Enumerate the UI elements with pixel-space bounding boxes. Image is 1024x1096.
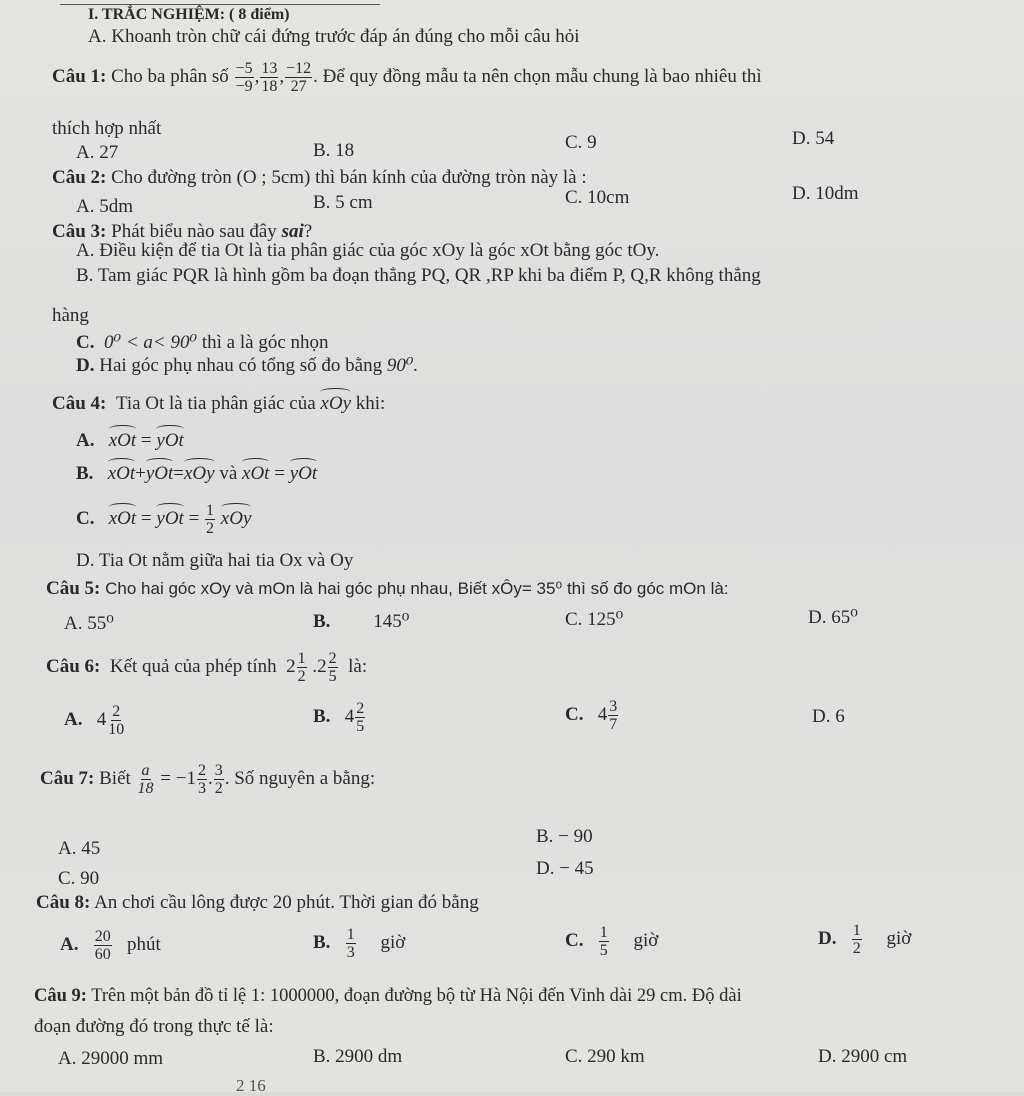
angle-symbol: xOy xyxy=(184,463,215,484)
q4-label: Câu 4: xyxy=(52,393,107,414)
fraction: $\frac{1}{2}$ xyxy=(206,502,215,537)
q2-label: Câu 2: xyxy=(52,167,107,188)
q8-label: Câu 8: xyxy=(36,892,91,913)
q3-label: Câu 3: xyxy=(52,221,107,242)
q9-option-a: A. 29000 mm xyxy=(58,1048,164,1069)
fraction: $\frac{13}{18}$ xyxy=(261,60,278,95)
cutoff-text: 2 16 xyxy=(236,1076,266,1095)
question-8 xyxy=(36,892,479,914)
q8-text: An chơi cầu lông được 20 phút. Thời gian đó bằng xyxy=(94,892,479,913)
fraction: $\frac{1}{2}$ xyxy=(297,650,306,685)
angle-symbol: xOt xyxy=(107,463,136,484)
q5-text: Cho hai góc xOy và mOn là hai góc phụ nhau, Biết xÔy= 35⁰ thì số đo góc mOn là: xyxy=(105,579,729,598)
fraction: $\frac{2}{3}$ xyxy=(197,762,206,797)
q6-label: Câu 6: xyxy=(46,655,101,677)
q1-text-c: thích hợp nhất xyxy=(52,118,162,139)
fraction: $\frac{a}{18}$ xyxy=(137,762,154,797)
q5-option-b: B. 145⁰ xyxy=(313,611,410,632)
q1-text: Cho ba phân số xyxy=(111,65,229,87)
q6-option-c: C. 4 $\frac{3}{7}$ xyxy=(565,698,618,733)
q3-option-d: D. Hai góc phụ nhau có tổng số đo bằng 90⁰. xyxy=(76,355,419,376)
q3-option-b: B. Tam giác PQR là hình gồm ba đoạn thẳng PQ, QR ,RP khi ba điểm P, Q,R không thẳng xyxy=(76,265,761,286)
fraction: $\frac{2}{5}$ xyxy=(328,650,337,685)
fraction: $\frac{2}{10}$ xyxy=(108,703,125,738)
q3-emphasis: sai xyxy=(281,221,304,242)
q3-option-a: A. Điều kiện để tia Ot là tia phân giác của góc xOy là góc xOt bằng góc tOy. xyxy=(76,240,660,261)
fraction: $\frac{20}{60}$ xyxy=(94,928,111,963)
q5-option-a: A. 55⁰ xyxy=(64,613,114,634)
q5-label: Câu 5: xyxy=(46,578,101,599)
q9-option-b: B. 2900 dm xyxy=(313,1046,403,1067)
angle-symbol: yOt xyxy=(145,463,174,484)
q7-option-b: B. − 90 xyxy=(536,826,593,847)
fraction: $\frac{-5}{-9}$ xyxy=(235,60,253,95)
q8-option-d: D. $\frac{1}{2}$ giờ xyxy=(818,922,912,957)
q7-option-d: D. − 45 xyxy=(536,858,594,879)
angle-symbol: xOt xyxy=(108,430,137,451)
q6-option-b: B. 4 $\frac{2}{5}$ xyxy=(313,700,365,735)
q5-option-c: C. 125⁰ xyxy=(565,609,624,630)
question-3: Câu 3: Phát biểu nào sau đây sai? xyxy=(52,221,313,242)
q1-text-b: . Để quy đồng mẫu ta nên chọn mẫu chung là bao nhiêu thì xyxy=(313,65,762,87)
q9-text-cont: đoạn đường đó trong thực tế là: xyxy=(34,1016,274,1037)
q4-option-c: C. xOt = yOt = $\frac{1}{2}$ xOy xyxy=(76,502,252,537)
q1-option-d: D. 54 xyxy=(792,128,835,149)
fraction: $\frac{-12}{27}$ xyxy=(286,60,312,95)
fraction: $\frac{2}{5}$ xyxy=(356,700,365,735)
q4-option-b: B. xOt+yOt=xOy và xOt = yOt xyxy=(76,463,318,484)
question-1: Câu 1: Cho ba phân số $\frac{-5}{-9}$ , $\frac{13}{18}$ , $\frac{-12}{27}$ . Để quy đồng mẫu ta nên chọn mẫu chung là bao nhiêu thì xyxy=(52,60,762,95)
q9-text: Trên một bản đồ tỉ lệ 1: 1000000, đoạn đường bộ từ Hà Nội đến Vinh dài 29 cm. Độ dài xyxy=(91,986,742,1006)
q1-label: Câu 1: xyxy=(52,65,107,87)
q4-option-a: A. xOt = yOt xyxy=(76,430,184,451)
section-header: I. TRẮC NGHIỆM: ( 8 điểm) xyxy=(88,6,290,23)
q1-option-c: C. 9 xyxy=(565,132,597,153)
q6-text: Kết quả của phép tính xyxy=(109,655,277,677)
q7-option-c: C. 90 xyxy=(58,868,100,889)
q8-option-c: C. $\frac{1}{5}$ giờ xyxy=(565,924,659,959)
instruction: A. Khoanh tròn chữ cái đứng trước đáp án đúng cho mỗi câu hỏi xyxy=(88,26,580,47)
question-5 xyxy=(46,578,729,600)
fraction: $\frac{1}{3}$ xyxy=(346,926,355,961)
q4-text: Tia Ot là tia phân giác của xyxy=(115,393,316,414)
angle-symbol: xOy xyxy=(320,393,352,414)
q3-c-expression: 0⁰ < a< 90⁰ xyxy=(103,332,198,353)
angle-symbol: yOt xyxy=(156,430,184,451)
angle-symbol: xOy xyxy=(220,507,252,529)
q5-option-d: D. 65⁰ xyxy=(808,607,858,628)
q4-option-d: D. Tia Ot nằm giữa hai tia Ox và Oy xyxy=(76,550,354,571)
q6-option-d: D. 6 xyxy=(812,706,845,727)
q9-label: Câu 9: xyxy=(34,986,87,1006)
angle-symbol: yOt xyxy=(289,463,318,484)
q1-option-a: A. 27 xyxy=(76,142,119,163)
q1-option-b: B. 18 xyxy=(313,140,355,161)
question-6: Câu 6: Kết quả của phép tính 2 $\frac{1}{2}$ .2 $\frac{2}{5}$ là: xyxy=(46,650,368,685)
q9-option-c: C. 290 km xyxy=(565,1046,645,1067)
angle-symbol: xOt xyxy=(242,463,270,484)
fraction: $\frac{1}{5}$ xyxy=(599,924,608,959)
question-7: Câu 7: Biết $\frac{a}{18}$ = −1 $\frac{2}{3}$ . $\frac{3}{2}$ . Số nguyên a bằng: xyxy=(40,762,376,797)
q2-option-b: B. 5 cm xyxy=(313,192,373,213)
angle-symbol: xOt xyxy=(108,507,137,529)
q2-option-a: A. 5dm xyxy=(76,196,133,217)
q3-option-b-cont: hàng xyxy=(52,305,89,326)
angle-symbol: yOt xyxy=(156,507,184,529)
q9-option-d: D. 2900 cm xyxy=(818,1046,908,1067)
fraction: $\frac{3}{2}$ xyxy=(214,762,223,797)
q7-text: Biết xyxy=(99,767,131,789)
question-4: Câu 4: Tia Ot là tia phân giác của xOy khi: xyxy=(52,393,386,414)
question-9 xyxy=(34,986,742,1007)
q3-option-c: C. 0⁰ < a< 90⁰ thì a là góc nhọn xyxy=(76,332,329,353)
q8-option-a: A. $\frac{20}{60}$ phút xyxy=(60,928,161,963)
q7-option-a: A. 45 xyxy=(58,838,101,859)
question-2 xyxy=(52,167,587,189)
q2-option-d: D. 10dm xyxy=(792,183,859,204)
fraction: $\frac{3}{7}$ xyxy=(609,698,618,733)
fraction: $\frac{1}{2}$ xyxy=(852,922,861,957)
q2-text: Cho đường tròn (O ; 5cm) thì bán kính của đường tròn này là : xyxy=(111,167,587,188)
q6-option-a: A. 4 $\frac{2}{10}$ xyxy=(64,703,125,738)
q3-text: Phát biểu nào sau đây xyxy=(111,221,282,242)
divider xyxy=(60,4,380,5)
q7-label: Câu 7: xyxy=(40,767,95,789)
q8-option-b: B. $\frac{1}{3}$ giờ xyxy=(313,926,406,961)
q2-option-c: C. 10cm xyxy=(565,187,630,208)
